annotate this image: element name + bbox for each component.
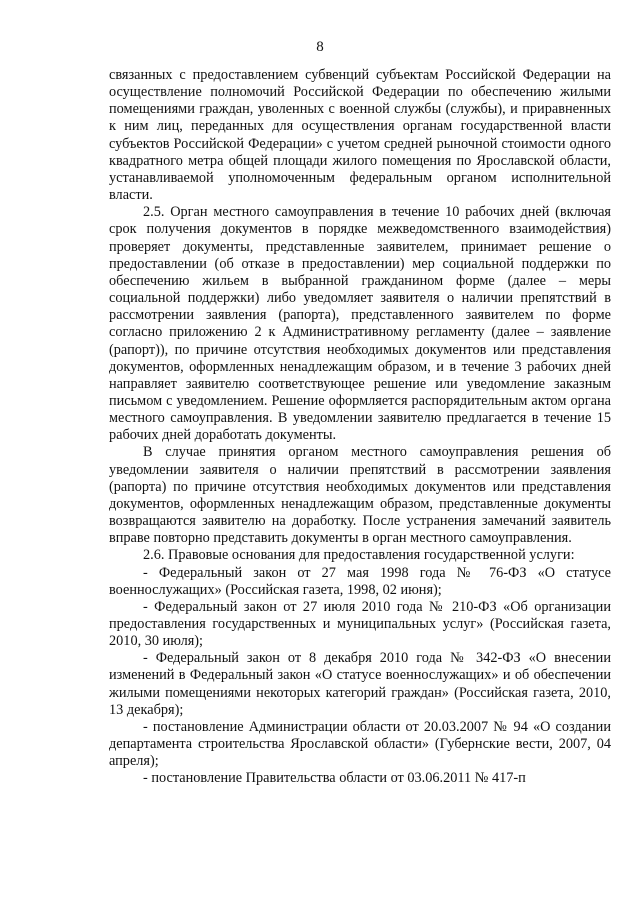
paragraph-p-case: В случае принятия органом местного самоуправления решения об уведомлении заявителя о наличии препятствий в рассмотрении заявления (рапорта) по причине отсутствия необходимых документов или представления документов, оформленных ненадлежащим образом, представленные документы возвращаются заявителю на доработку. После устранения замечаний заявитель вправе повторно представить документы в орган местного самоуправления. — [109, 444, 611, 547]
paragraph-law-342: - Федеральный закон от 8 декабря 2010 года № 342-ФЗ «О внесении изменений в Федеральный закон «О статусе военнослужащих» и об обеспечении жилыми помещениями некоторых категорий граждан» (Российская газета, 2010, 13 декабря); — [109, 650, 611, 718]
paragraph-p2-5: 2.5. Орган местного самоуправления в течение 10 рабочих дней (включая срок получения документов в порядке межведомственного взаимодействия) проверяет документы, представленные заявителем, принимает решение о предоставлении (об отказе в предоставлении) мер социальной поддержки по обеспечению жильем в выбранной гражданином форме (далее – меры социальной поддержки) либо уведомляет заявителя о наличии препятствий в рассмотрении заявления (рапорта), представленного заявителем по форме согласно приложению 2 к Административному регламенту (далее – заявление (рапорт)), по причине отсутствия необходимых документов или представления документов, оформленных ненадлежащим образом, и в течение 3 рабочих дней направляет заявителю соответствующее решение или уведомление заказным письмом с уведомлением. Решение оформляется распорядительным актом органа местного самоуправления. В уведомлении заявителю предлагается в течение 15 рабочих дней доработать документы. — [109, 204, 611, 444]
page-number: 8 — [316, 39, 324, 55]
document-body — [109, 67, 611, 788]
paragraph-law-210: - Федеральный закон от 27 июля 2010 года № 210-ФЗ «Об организации предоставления государственных и муниципальных услуг» (Российская газета, 2010, 30 июля); — [109, 598, 611, 650]
paragraph-decree-94: - постановление Администрации области от 20.03.2007 № 94 «О создании департамента строительства Ярославской области» (Губернские вести, 2007, 04 апреля); — [109, 718, 611, 770]
paragraph-decree-417: - постановление Правительства области от 03.06.2011 № 417-п — [143, 770, 526, 787]
paragraph-p2-6: 2.6. Правовые основания для предоставления государственной услуги: — [143, 547, 575, 564]
paragraph-cont: связанных с предоставлением субвенций субъектам Российской Федерации на осуществление полномочий Российской Федерации по обеспечению жилыми помещениями граждан, уволенных с военной службы (службы), и приравненных к ним лиц, переданных для осуществления органам государственной власти субъектов Российской Федерации» с учетом средней рыночной стоимости одного квадратного метра общей площади жилого помещения по Ярославской области, устанавливаемой уполномоченным федеральным органом исполнительной власти. — [109, 67, 611, 204]
paragraph-law-76: - Федеральный закон от 27 мая 1998 года № 76-ФЗ «О статусе военнослужащих» (Российская газета, 1998, 02 июня); — [109, 564, 611, 598]
